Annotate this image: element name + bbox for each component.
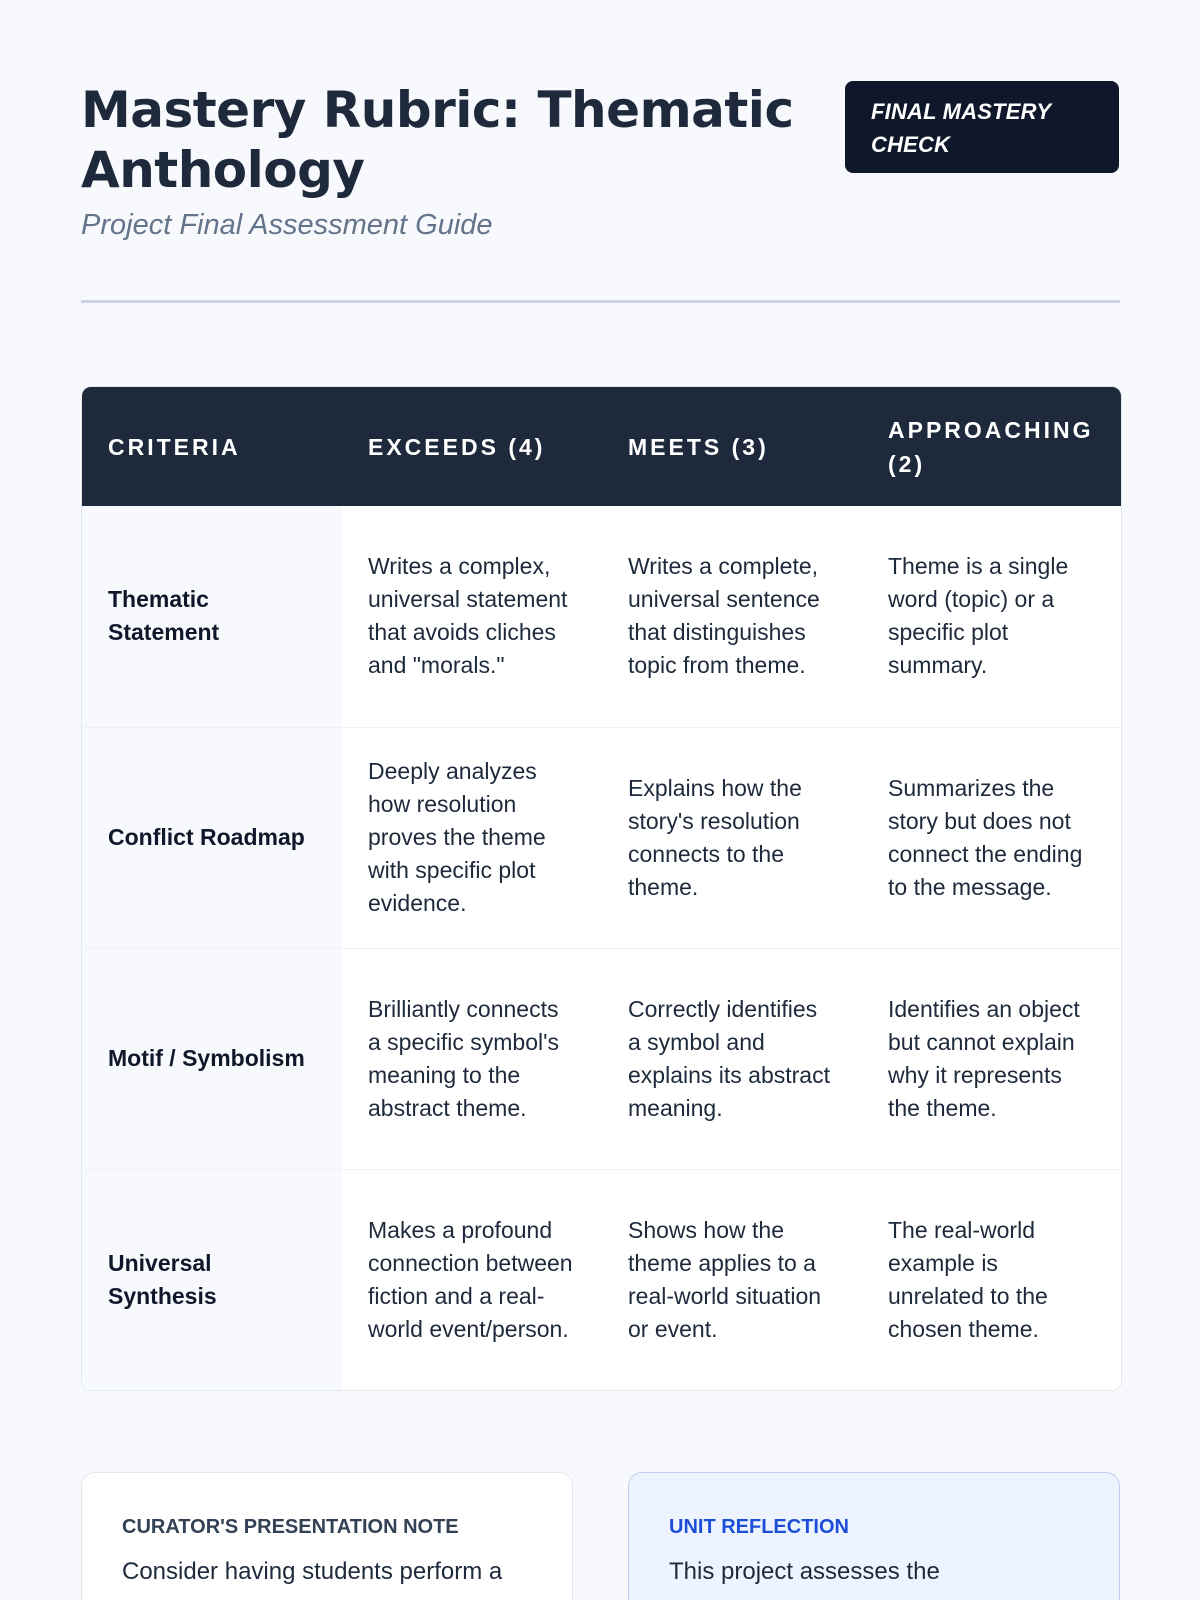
column-header-approaching: APPROACHING (2)	[862, 387, 1121, 506]
exceeds-cell: Deeply analyzes how resolution proves the theme with specific plot evidence.	[342, 727, 602, 948]
table-header-row	[82, 387, 1121, 506]
table-row	[82, 948, 1121, 1169]
column-header-meets: MEETS (3)	[602, 387, 862, 506]
exceeds-cell: Writes a complex, universal statement that avoids cliches and "morals."	[368, 553, 568, 679]
exceeds-cell: Brilliantly connects a specific symbol's meaning to the abstract theme.	[342, 948, 602, 1169]
header-divider	[81, 300, 1120, 303]
unit-reflection-card	[628, 1472, 1120, 1600]
column-header-criteria: CRITERIA	[82, 387, 342, 506]
page-header	[81, 80, 1119, 300]
criteria-cell: Motif / Symbolism	[82, 948, 342, 1169]
table-row	[82, 506, 1121, 727]
approaching-cell: Summarizes the story but does not connect the ending to the message.	[862, 727, 1121, 948]
unit-reflection-body: This project assesses the	[669, 1558, 940, 1585]
curator-note-body: Consider having students perform a	[122, 1558, 503, 1585]
unit-reflection-heading: UNIT REFLECTION	[669, 1516, 849, 1538]
table-row	[82, 1169, 1121, 1390]
table-row	[82, 727, 1121, 948]
meets-cell: Writes a complete, universal sentence that distinguishes topic from theme.	[628, 553, 820, 679]
notes-section	[81, 1472, 1120, 1600]
approaching-cell: Theme is a single word (topic) or a specific plot summary.	[888, 553, 1069, 679]
page-subtitle: Project Final Assessment Guide	[81, 209, 493, 241]
curator-note-card	[81, 1472, 573, 1600]
criteria-cell: Universal Synthesis	[82, 1169, 342, 1390]
meets-cell: Shows how the theme applies to a real-world situation or event.	[602, 1169, 862, 1390]
criteria-cell: Thematic Statement	[82, 506, 342, 727]
approaching-cell: The real-world example is unrelated to the chosen theme.	[862, 1169, 1121, 1390]
meets-cell: Correctly identifies a symbol and explains its abstract meaning.	[602, 948, 862, 1169]
meets-cell: Explains how the story's resolution connects to the theme.	[602, 727, 862, 948]
curator-note-heading: CURATOR'S PRESENTATION NOTE	[122, 1516, 459, 1538]
exceeds-cell: Makes a profound connection between fiction and a real-world event/person.	[342, 1169, 602, 1390]
approaching-cell: Identifies an object but cannot explain why it represents the theme.	[862, 948, 1121, 1169]
page-title: Mastery Rubric: Thematic Anthology	[81, 81, 794, 199]
criteria-cell: Conflict Roadmap	[82, 727, 342, 948]
title-block	[81, 80, 801, 244]
column-header-exceeds: EXCEEDS (4)	[342, 387, 602, 506]
rubric-table	[81, 386, 1122, 1391]
final-mastery-badge: FINAL MASTERY CHECK	[845, 81, 1119, 173]
